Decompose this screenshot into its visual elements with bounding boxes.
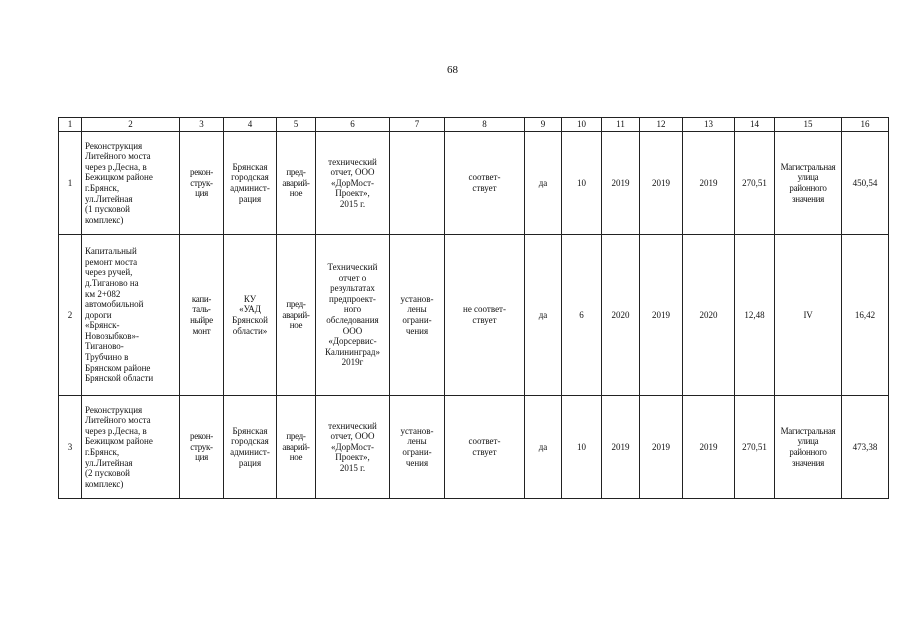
table-cell (602, 235, 640, 396)
cell-text-line: монт (192, 325, 211, 336)
cell-text-line: Магистральная (780, 425, 836, 436)
table-row (59, 235, 889, 396)
table-cell (316, 235, 390, 396)
cell-text-line: «ДорМост- (330, 177, 375, 188)
cell-text-line: 2015 г. (339, 462, 366, 473)
cell-text-line: «УАД (239, 304, 261, 315)
cell-text-line: значения (792, 193, 824, 204)
cell-text-line: отчет, ООО (330, 431, 375, 442)
cell-text-line: 3 (67, 441, 73, 452)
cell-text-line: чения (405, 325, 429, 336)
cell-text-line: 12,48 (744, 309, 765, 320)
cell-text-line: пред- (286, 431, 306, 442)
table-cell (82, 132, 180, 235)
cell-text-line: «Брянск- (85, 320, 120, 331)
table-cell (683, 132, 735, 235)
cell-text-line: ООО (342, 325, 363, 336)
cell-text-line: значения (792, 457, 824, 468)
cell-text-line: (1 пусковой (85, 204, 130, 215)
column-header: 10 (562, 118, 602, 132)
cell-text-line: Брянская (232, 425, 268, 436)
column-header: 1 (59, 118, 82, 132)
table-cell (59, 235, 82, 396)
column-header: 13 (683, 118, 735, 132)
cell-text-line: ул.Литейная (85, 193, 133, 204)
column-header: 15 (775, 118, 842, 132)
cell-text-line: технический (328, 420, 377, 431)
cell-text-line: Проект», (335, 452, 370, 463)
table-cell (277, 235, 316, 396)
table-cell (224, 396, 277, 499)
column-header: 9 (525, 118, 562, 132)
cell-text-line: 2020 (611, 309, 630, 320)
table-cell (775, 235, 842, 396)
table-cell (316, 132, 390, 235)
cell-text-line: Проект», (335, 188, 370, 199)
cell-text-line: ное (289, 320, 303, 331)
cell-text-line: Магистральная (780, 161, 836, 172)
table-cell (277, 396, 316, 499)
cell-text-line: установ- (400, 425, 434, 436)
cell-text-line: 2019г (341, 357, 364, 368)
table-cell (640, 235, 683, 396)
table-cell (445, 235, 525, 396)
cell-text-line: 2019 (611, 177, 630, 188)
cell-text-line: Реконструкция (85, 404, 143, 415)
table-cell (82, 235, 180, 396)
cell-text-line: да (538, 441, 548, 452)
cell-text-line: районного (789, 183, 827, 193)
table-cell (224, 235, 277, 396)
cell-text-line: струк- (190, 441, 213, 452)
cell-text-line: 10 (577, 177, 586, 188)
cell-text-line: городская (231, 172, 269, 183)
column-header: 16 (842, 118, 889, 132)
cell-text-line: админист- (230, 447, 270, 457)
cell-text-line: Литейного моста (85, 151, 151, 162)
cell-text-line: КУ (243, 293, 257, 304)
table-cell (59, 396, 82, 499)
cell-text-line: Калининград» (325, 346, 380, 357)
cell-text-line: Трубчино в (85, 352, 129, 363)
table-cell (602, 396, 640, 499)
cell-text-line: районного (789, 447, 827, 457)
cell-text-line: пред- (286, 167, 306, 178)
table-cell (180, 132, 224, 235)
cell-text-line: соответ- (468, 436, 501, 447)
table-cell (775, 132, 842, 235)
table-cell (842, 132, 889, 235)
cell-text-line: 2019 (652, 309, 670, 320)
cell-text-line: 450,54 (852, 177, 878, 188)
cell-text-line: лены (407, 304, 427, 315)
cell-text-line: (2 пусковой (85, 468, 130, 479)
cell-text-line: Бежицком районе (85, 172, 153, 183)
cell-text-line: установ- (400, 293, 434, 304)
cell-text-line: ствует (472, 183, 497, 193)
cell-text-line: Литейного моста (85, 415, 151, 426)
cell-text-line: аварий- (282, 441, 310, 452)
cell-text-line: ныйре (190, 315, 213, 325)
column-header: 7 (390, 118, 445, 132)
cell-text-line: рекон- (190, 431, 213, 442)
cell-text-line: через ручей, (85, 267, 133, 278)
cell-text-line: капи- (191, 293, 212, 304)
cell-text-line: лены (407, 436, 427, 447)
cell-text-line: 2019 (611, 441, 630, 452)
table-cell (775, 396, 842, 499)
table-cell (683, 396, 735, 499)
column-header: 3 (180, 118, 224, 132)
table-cell (735, 132, 775, 235)
cell-text-line: городская (231, 436, 269, 447)
table-cell (735, 235, 775, 396)
cell-text-line: Тиганово- (85, 341, 124, 352)
cell-text-line: обследования (326, 315, 379, 325)
cell-text-line: 6 (579, 309, 584, 320)
cell-text-line: не соответ- (463, 304, 506, 315)
cell-text-line: 2019 (699, 441, 718, 452)
cell-text-line: да (538, 309, 548, 320)
cell-text-line: чения (405, 457, 429, 468)
cell-text-line: 10 (577, 441, 586, 452)
cell-text-line: Бежицком районе (85, 436, 153, 447)
cell-text-line: Капитальный (85, 246, 137, 257)
table-cell (180, 396, 224, 499)
cell-text-line: ограни- (402, 447, 432, 457)
cell-text-line: рация (238, 457, 262, 468)
table-cell (82, 396, 180, 499)
cell-text-line: д.Тиганово на (85, 277, 139, 288)
table-row (59, 396, 889, 499)
table-cell (445, 396, 525, 499)
column-header: 4 (224, 118, 277, 132)
table-cell (640, 132, 683, 235)
table-cell (602, 132, 640, 235)
data-table (58, 117, 889, 499)
cell-text-line: IV (803, 309, 813, 320)
cell-text-line: ствует (472, 315, 497, 325)
cell-text-line: предпроект- (329, 293, 376, 304)
cell-text-line: Брянской области (85, 373, 154, 384)
cell-text-line: Брянская (232, 161, 268, 172)
column-header: 5 (277, 118, 316, 132)
cell-text-line: аварий- (282, 309, 310, 320)
cell-text-line: «ДорМост- (330, 441, 375, 452)
cell-text-line: комплекс) (85, 478, 124, 489)
cell-text-line: ул.Литейная (85, 457, 133, 468)
cell-text-line: ствует (472, 447, 497, 457)
cell-text-line: ное (289, 188, 303, 199)
cell-text-line: 2 (67, 309, 73, 320)
table-cell (277, 132, 316, 235)
cell-text-line: аварий- (282, 177, 310, 188)
cell-text-line: да (538, 177, 548, 188)
cell-text-line: ограни- (402, 315, 432, 325)
table-cell (525, 235, 562, 396)
table-cell (735, 396, 775, 499)
cell-text-line: технический (328, 156, 377, 167)
table-row (59, 132, 889, 235)
cell-text-line: км 2+082 (85, 288, 121, 299)
table-cell (562, 132, 602, 235)
cell-text-line: ремонт моста (85, 256, 138, 267)
cell-text-line: г.Брянск, (85, 447, 120, 457)
cell-text-line: Брянском районе (85, 362, 151, 373)
cell-text-line: соответ- (468, 172, 501, 183)
table-cell (224, 132, 277, 235)
cell-text-line: через р.Десна, в (85, 161, 147, 172)
table-cell (640, 396, 683, 499)
cell-text-line: 2019 (699, 177, 718, 188)
cell-text-line: админист- (230, 183, 270, 193)
table-cell (842, 396, 889, 499)
column-header: 8 (445, 118, 525, 132)
cell-text-line: дороги (85, 309, 112, 320)
cell-text-line: 473,38 (852, 441, 878, 452)
table-cell (390, 235, 445, 396)
cell-text-line: отчет, ООО (330, 167, 375, 178)
cell-text-line: 270,51 (742, 441, 767, 452)
cell-text-line: пред- (286, 299, 306, 310)
cell-text-line: Новозыбков»- (85, 330, 140, 341)
cell-text-line: 2020 (699, 309, 718, 320)
table-cell (59, 132, 82, 235)
table-cell (525, 132, 562, 235)
cell-text-line: рация (238, 193, 262, 204)
cell-text-line: струк- (190, 177, 213, 188)
cell-text-line: ция (195, 188, 208, 199)
cell-text-line: таль- (192, 304, 211, 315)
cell-text-line: результатах (330, 283, 375, 294)
column-header: 14 (735, 118, 775, 132)
table-header-row (59, 118, 889, 132)
cell-text-line: 2019 (652, 177, 670, 188)
table-cell (316, 396, 390, 499)
cell-text-line: улица (797, 436, 819, 447)
cell-text-line: 16,42 (854, 309, 876, 320)
cell-text-line: 1 (67, 177, 73, 188)
cell-text-line: ного (343, 304, 362, 315)
cell-text-line: «Дорсервис- (328, 336, 377, 347)
cell-text-line: автомобильной (85, 299, 144, 310)
table-cell (683, 235, 735, 396)
cell-text-line: ное (289, 452, 303, 463)
table-cell (842, 235, 889, 396)
cell-text-line: Брянской (232, 315, 268, 325)
cell-text-line: Технический (327, 262, 378, 273)
cell-text-line: рекон- (190, 167, 213, 178)
cell-text-line: улица (797, 172, 819, 183)
column-header: 2 (82, 118, 180, 132)
cell-text-line: ция (195, 452, 208, 463)
page-number: 68 (447, 64, 458, 76)
cell-text-line: комплекс) (85, 214, 124, 225)
table-cell (562, 235, 602, 396)
table-cell (562, 396, 602, 499)
cell-text-line: 2019 (652, 441, 670, 452)
table-cell (180, 235, 224, 396)
column-header: 11 (602, 118, 640, 132)
column-header: 6 (316, 118, 390, 132)
cell-text-line: Реконструкция (85, 140, 143, 151)
cell-text-line: через р.Десна, в (85, 425, 147, 436)
table-cell (390, 396, 445, 499)
cell-text-line: 270,51 (742, 177, 767, 188)
table-cell (390, 132, 445, 235)
cell-text-line: отчет о (338, 272, 367, 283)
cell-text-line: 2015 г. (339, 198, 366, 209)
cell-text-line: области» (232, 325, 268, 336)
cell-text-line: г.Брянск, (85, 183, 120, 193)
table-cell (445, 132, 525, 235)
table-cell (525, 396, 562, 499)
column-header: 12 (640, 118, 683, 132)
